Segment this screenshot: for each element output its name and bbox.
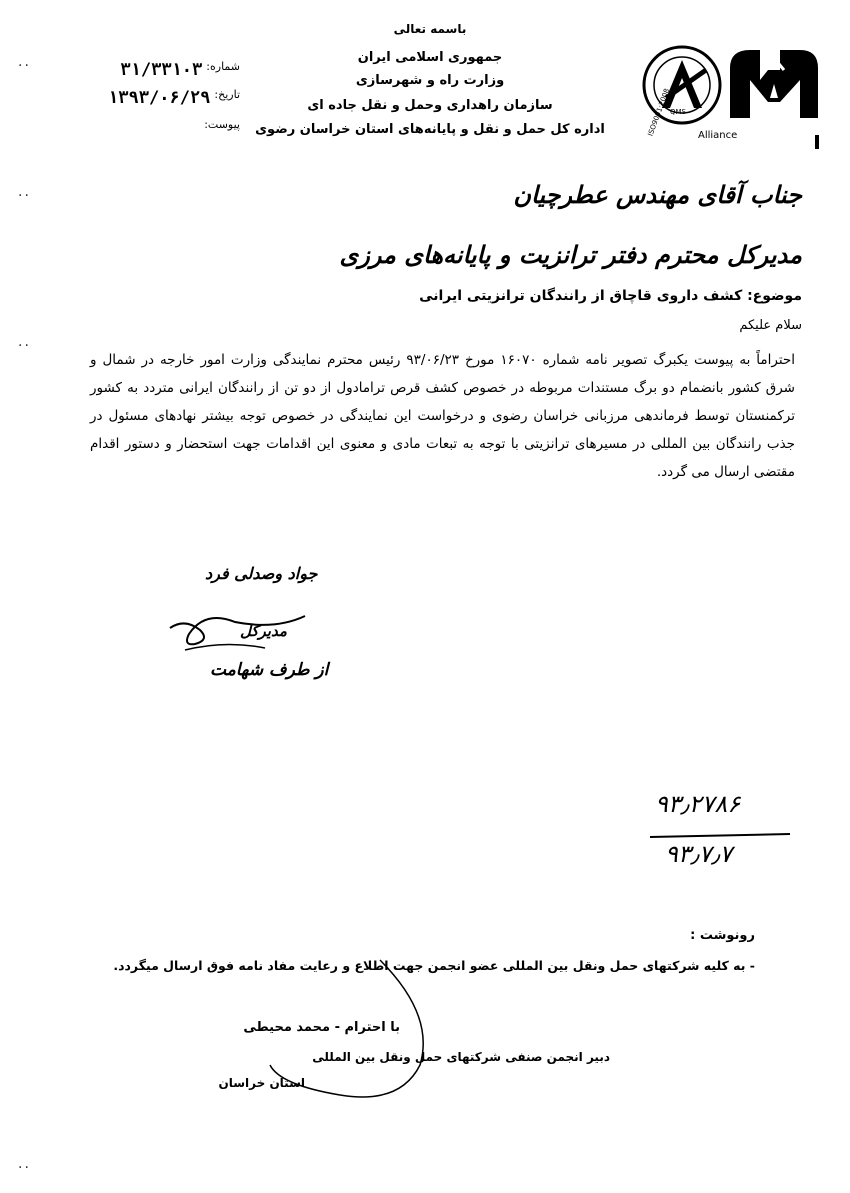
road-logo-icon — [640, 40, 820, 150]
number-label: شماره: — [206, 60, 240, 73]
ministry-name: وزارت راه و شهرسازی — [355, 73, 505, 88]
letter-number — [100, 60, 240, 80]
iso-label: ISO9001:2008 — [646, 87, 672, 138]
addressee-title: مدیرکل محترم دفتر ترانزیت و پایانه‌های مرزی — [339, 240, 802, 269]
signature-on-behalf: از طرف شهامت — [210, 660, 329, 680]
date-value: ۱۳۹۳/۰۶/۲۹ — [108, 88, 211, 108]
letter-subject: موضوع: کشف داروی قاچاق از رانندگان ترانزیتی ایرانی — [419, 288, 802, 304]
ministry-logo — [640, 40, 820, 150]
letter-greeting: سلام علیکم — [739, 318, 802, 333]
bismillah-heading: باسمه تعالی — [393, 22, 467, 36]
cc-province: استان خراسان — [218, 1076, 305, 1090]
letter-body: احتراماً به پیوست یکبرگ تصویر نامه شماره ۱۶۰۷۰ مورخ ۹۳/۰۶/۲۳ رئیس محترم نمایندگی وزارت امور خارجه در شمال و شرق کشور بانضمام دو برگ مستندات مربوطه در خصوص کشف قرص ترامادول از دو تن از رانندگان ایرانی متردد به کشور ترکمنستان توسط فرماندهی مرزبانی خراسان رضوی و درخواست این نمایندگی در خصوص توجه بیشتر نهادهای مسئول در جذب رانندگان بین المللی در مسیرهای ترانزیتی با توجه به تبعات مادی و معنوی این اقدامات جهت استحضار و دستور اقدام مقتضی ارسال می گردد. — [90, 352, 795, 480]
signatory-name: جواد وصدلی فرد — [205, 564, 318, 583]
addressee-name: جناب آقای مهندس عطرچیان — [513, 180, 802, 209]
letter-date — [100, 88, 240, 108]
department-name: اداره کل حمل و نقل و پایانه‌های استان خراسان رضوی — [255, 122, 605, 137]
margin-dots: ·· — [18, 338, 31, 354]
alliance-label: Alliance — [698, 130, 738, 141]
number-value: ۳۱/۳۳۱۰۳ — [120, 60, 203, 80]
margin-dots: ·· — [18, 1160, 31, 1176]
cc-recipients: - به کلیه شرکتهای حمل ونقل بین المللی عضو انجمن جهت اطلاع و رعایت مفاد نامه فوق ارسال میگردد. — [113, 958, 755, 973]
margin-dots: ·· — [18, 188, 31, 204]
date-label: تاریخ: — [214, 88, 240, 101]
organization-name: سازمان راهداری وحمل و نقل جاده ای — [307, 98, 553, 113]
cc-regards: با احترام - محمد محیطی — [243, 1020, 400, 1035]
cc-secretary-title: دبیر انجمن صنفی شرکتهای حمل ونقل بین المللی — [312, 1050, 610, 1064]
margin-dots: ·· — [18, 58, 31, 74]
qms-label: QMS — [670, 108, 686, 116]
signatory-title: مدیرکل — [240, 622, 287, 640]
handwritten-date: ۹۳٫۷٫۷ — [665, 840, 733, 868]
republic-name: جمهوری اسلامی ایران — [357, 50, 503, 65]
handwritten-reference-number: ۹۳٫۲۷۸۶ — [655, 790, 741, 818]
cc-title: رونوشت : — [690, 928, 755, 943]
attachment-label: پیوست: — [204, 118, 240, 131]
letter-attachment — [100, 118, 240, 131]
